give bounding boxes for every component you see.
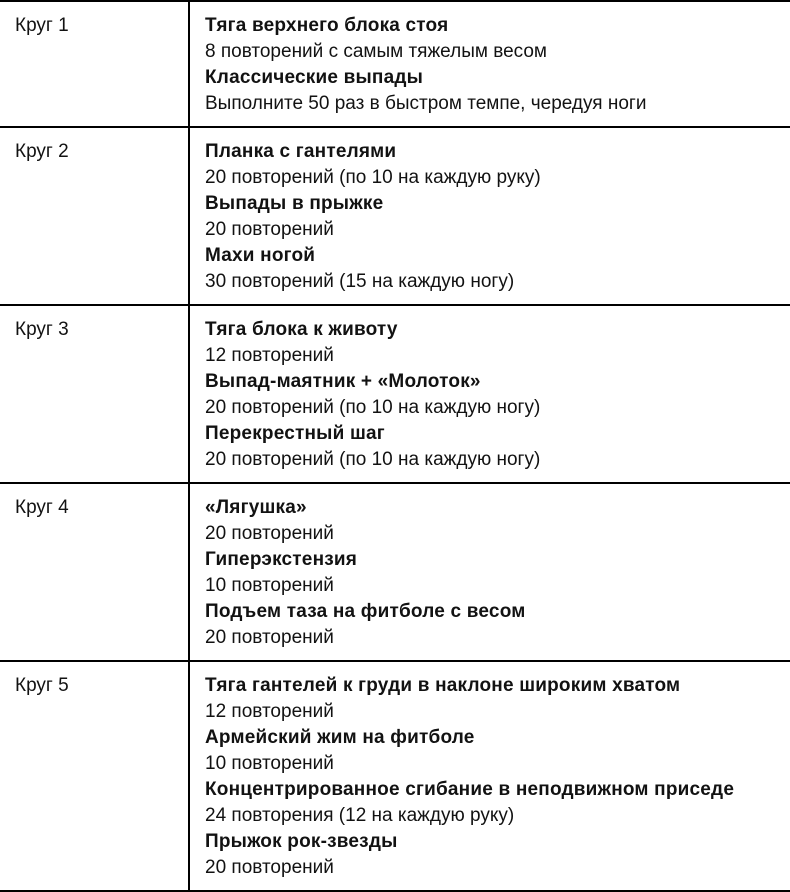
exercise-name: Классические выпады bbox=[205, 67, 424, 88]
exercise-list bbox=[190, 484, 790, 660]
exercise-list bbox=[190, 128, 790, 304]
exercise-name: Тяга гантелей к груди в наклоне широким хватом bbox=[205, 675, 681, 696]
exercise-detail: 30 повторений (15 на каждую ногу) bbox=[205, 271, 515, 292]
exercise-detail: 20 повторений (по 10 на каждую руку) bbox=[205, 167, 541, 188]
exercise-name: Тяга блока к животу bbox=[205, 319, 398, 340]
table-row bbox=[0, 306, 790, 484]
exercise-name: Перекрестный шаг bbox=[205, 423, 385, 444]
table-row bbox=[0, 484, 790, 662]
exercise-name: Армейский жим на фитболе bbox=[205, 727, 475, 748]
exercise-name: «Лягушка» bbox=[205, 497, 307, 518]
exercise-detail: 12 повторений bbox=[205, 701, 334, 722]
exercise-name: Выпады в прыжке bbox=[205, 193, 384, 214]
exercise-detail: 20 повторений (по 10 на каждую ногу) bbox=[205, 397, 541, 418]
circuit-label: Круг 2 bbox=[0, 128, 190, 304]
exercise-detail: 12 повторений bbox=[205, 345, 334, 366]
exercise-name: Гиперэкстензия bbox=[205, 549, 358, 570]
exercise-detail: 20 повторений (по 10 на каждую ногу) bbox=[205, 449, 541, 470]
table-row bbox=[0, 128, 790, 306]
exercise-name: Концентрированное сгибание в неподвижном приседе bbox=[205, 779, 735, 800]
table-row bbox=[0, 662, 790, 892]
exercise-list bbox=[190, 2, 790, 126]
exercise-detail: 10 повторений bbox=[205, 575, 334, 596]
exercise-detail: 20 повторений bbox=[205, 523, 334, 544]
exercise-name: Прыжок рок-звезды bbox=[205, 831, 398, 852]
exercise-name: Выпад-маятник + «Молоток» bbox=[205, 371, 481, 392]
exercise-name: Планка с гантелями bbox=[205, 141, 397, 162]
table-row bbox=[0, 2, 790, 128]
exercise-name: Махи ногой bbox=[205, 245, 316, 266]
exercise-detail: 20 повторений bbox=[205, 857, 334, 878]
circuit-label: Круг 3 bbox=[0, 306, 190, 482]
circuit-label: Круг 5 bbox=[0, 662, 190, 890]
circuit-label: Круг 4 bbox=[0, 484, 190, 660]
exercise-name: Подъем таза на фитболе с весом bbox=[205, 601, 526, 622]
exercise-list bbox=[190, 662, 790, 890]
circuit-label: Круг 1 bbox=[0, 2, 190, 126]
exercise-detail: 20 повторений bbox=[205, 219, 334, 240]
exercise-detail: 24 повторения (12 на каждую руку) bbox=[205, 805, 515, 826]
exercise-detail: 8 повторений с самым тяжелым весом bbox=[205, 41, 547, 62]
exercise-detail: 20 повторений bbox=[205, 627, 334, 648]
exercise-detail: Выполните 50 раз в быстром темпе, чередуя ноги bbox=[205, 93, 647, 114]
exercise-detail: 10 повторений bbox=[205, 753, 334, 774]
exercise-name: Тяга верхнего блока стоя bbox=[205, 15, 449, 36]
exercise-list bbox=[190, 306, 790, 482]
